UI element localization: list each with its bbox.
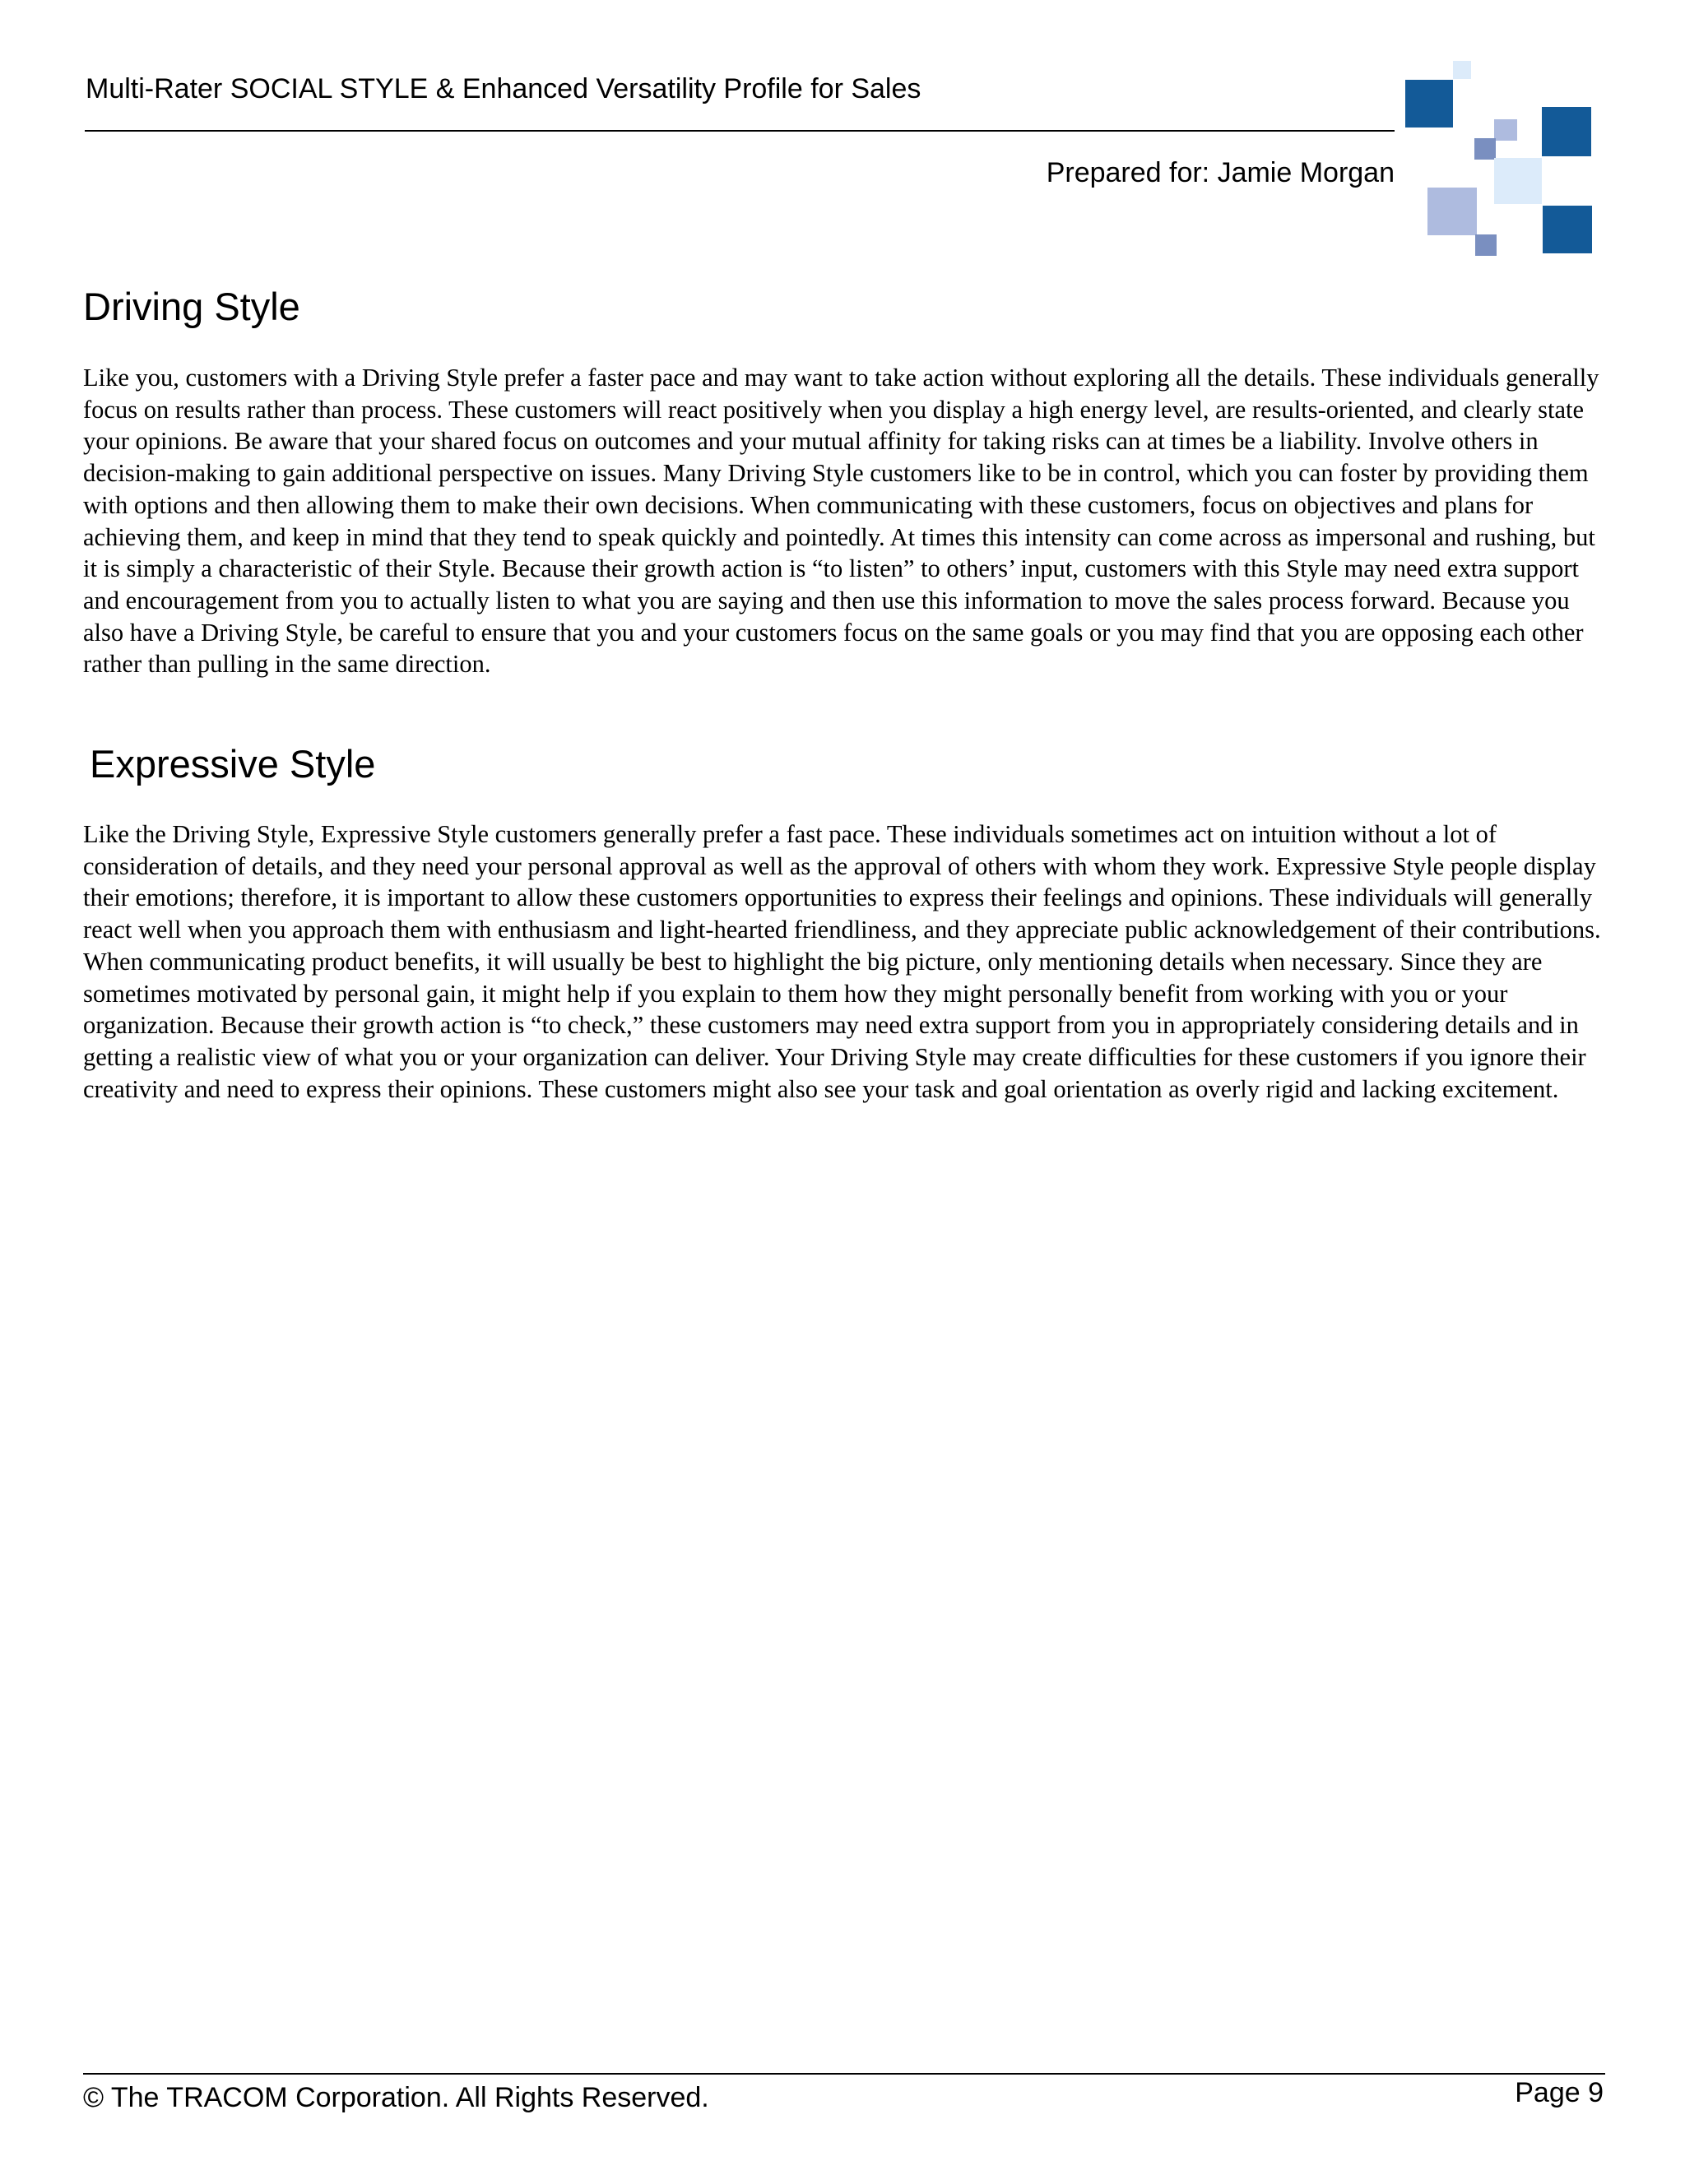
logo-square (1494, 119, 1517, 141)
prepared-for-label: Prepared for: Jamie Morgan (1046, 157, 1395, 188)
footer-divider (83, 2073, 1605, 2075)
section-paragraph-driving-style: Like you, customers with a Driving Style prefer a faster pace and may want to take action without exploring all the details. These individuals generally focus on results rather than process. These customers will react positively when you display a high energy level, are results-oriented, and clearly state your opinions. Be aware that your shared focus on outcomes and your mutual affinity for taking risks can at times be a liability. Involve others in decision-making to gain additional perspective on issues. Many Driving Style customers like to be in control, which you can foster by providing them with options and then allowing them to make their own decisions. When communicating with these customers, focus on objectives and plans for achieving them, and keep in mind that they tend to speak quickly and pointedly. At times this intensity can come across as impersonal and rushing, but it is simply a characteristic of their Style. Because their growth action is “to listen” to others’ input, customers with this Style may need extra support and encouragement from you to actually listen to what you are saying and then use this information to move the sales process forward. Because you also have a Driving Style, be careful to ensure that you and your customers focus on the same goals or you may find that you are opposing each other rather than pulling in the same direction. (83, 364, 1599, 679)
logo-square (1494, 158, 1542, 204)
logo-square (1542, 107, 1591, 156)
copyright-notice: © The TRACOM Corporation. All Rights Reserved. (83, 2082, 709, 2113)
section-paragraph-expressive-style: Like the Driving Style, Expressive Style customers generally prefer a fast pace. These individuals sometimes act on intuition without a lot of consideration of details, and they need your personal approval as well as the approval of others with whom they work. Expressive Style people display their emotions; therefore, it is important to allow these customers opportunities to express their feelings and opinions. These individuals will generally react well when you approach them with enthusiasm and light-hearted friendliness, and they appreciate public acknowledgement of their contributions. When communicating product benefits, it will usually be best to highlight the big picture, only mentioning details when necessary. Since they are sometimes motivated by personal gain, it might help if you explain to them how they might personally benefit from working with you or your organization. Because their growth action is “to check,” these customers may need extra support from you in appropriately considering details and in getting a realistic view of what you or your organization can deliver. Your Driving Style may create difficulties for these customers if you ignore their creativity and need to express their opinions. These customers might also see your task and goal orientation as overly rigid and lacking excitement. (83, 820, 1601, 1103)
logo-square (1475, 234, 1497, 256)
section-heading-expressive-style: Expressive Style (90, 742, 376, 786)
logo-square (1543, 206, 1592, 253)
logo-square (1405, 80, 1453, 128)
document-title: Multi-Rater SOCIAL STYLE & Enhanced Versatility Profile for Sales (86, 73, 921, 104)
section-heading-driving-style: Driving Style (83, 285, 300, 328)
logo-square (1453, 61, 1471, 79)
logo-square (1427, 188, 1477, 235)
page-number: Page 9 (1515, 2077, 1604, 2108)
logo-square (1474, 138, 1496, 160)
header-divider (85, 130, 1395, 132)
tracom-squares-logo-icon (1399, 56, 1604, 270)
